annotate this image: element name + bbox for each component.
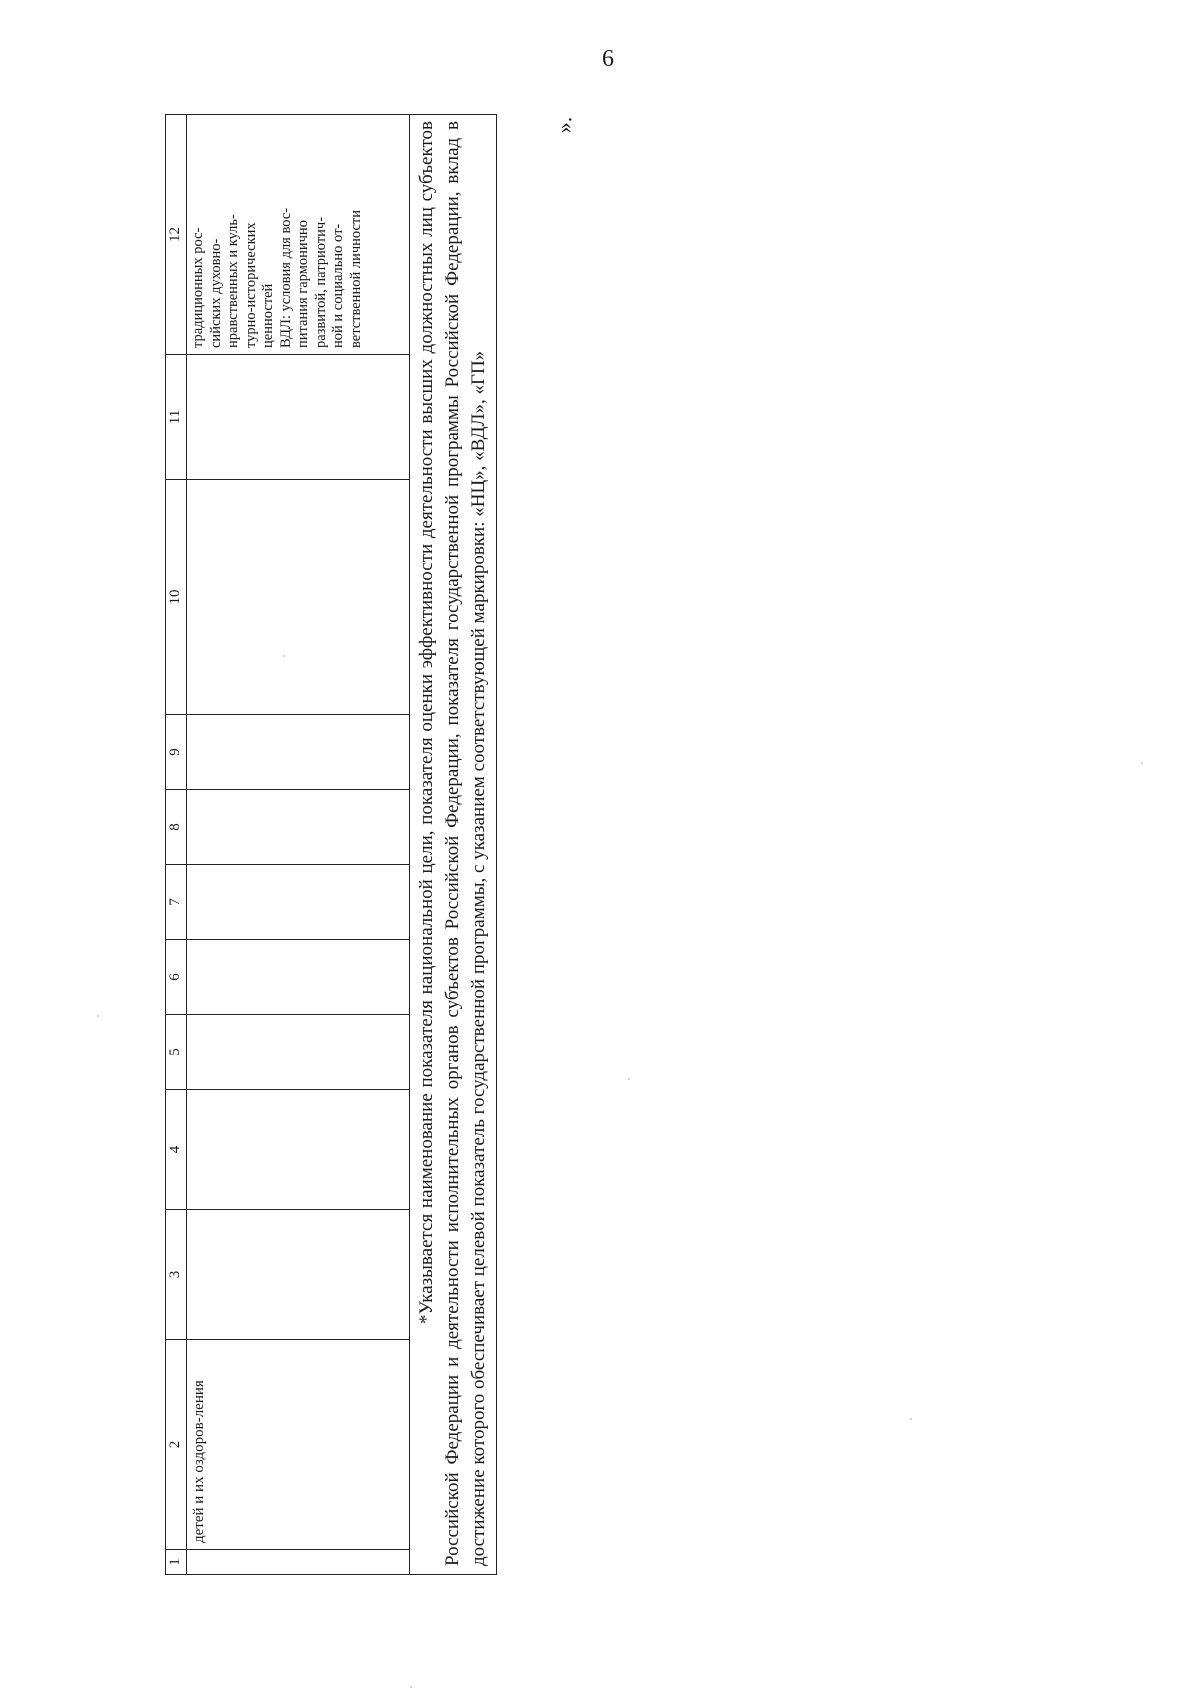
header-cell-1: 1	[166, 1550, 187, 1575]
cell-col11	[187, 355, 410, 480]
cell-col2: детей и их оздоров-ления	[187, 1340, 410, 1550]
col12-line: традиционных рос-	[190, 227, 206, 348]
header-cell-5: 5	[166, 1015, 187, 1090]
header-cell-2: 2	[166, 1340, 187, 1550]
footnote-row	[410, 115, 497, 1575]
cell-col4	[187, 1090, 410, 1210]
col12-line: турно-исторических	[242, 222, 259, 348]
footnote-cell	[410, 115, 497, 1575]
header-cell-9: 9	[166, 715, 187, 790]
header-cell-4: 4	[166, 1090, 187, 1210]
col12-line: питания гармонично	[295, 220, 311, 348]
header-cell-7: 7	[166, 865, 187, 940]
scan-speck	[1141, 762, 1143, 764]
cell-col6	[187, 940, 410, 1015]
col12-line: развитой, патриотич-	[312, 216, 329, 348]
table-row	[187, 115, 410, 1575]
footnote-text: *Указывается наименование показателя национальной цели, показателя оценки эффективности деятельности высших должностных лиц субъектов Российской Федерации и деятельности исполнительных органов субъектов Российской Федерации, показателя государственной программы Российской Федерации, вклад в достижение которого обеспечивает целевой показатель государственной программы, с указанием соответствующей маркировки: «НЦ», «ВДЛ», «ГП»	[416, 121, 489, 1566]
cell-col7	[187, 865, 410, 940]
col12-line: нравственных и куль-	[225, 214, 241, 348]
header-cell-10: 10	[166, 480, 187, 715]
col12-line: ВДЛ: условия для вос-	[277, 207, 294, 348]
cell-col3	[187, 1210, 410, 1340]
col12-line: ветственной личности	[347, 209, 364, 348]
table-header-row	[166, 115, 187, 1575]
header-cell-8: 8	[166, 790, 187, 865]
scan-speck	[410, 1686, 412, 1688]
header-cell-12: 12	[166, 115, 187, 355]
scan-speck	[628, 1078, 630, 1080]
scan-speck	[910, 1418, 912, 1420]
col12-line: ценностей	[260, 283, 276, 348]
rotated-table-block	[165, 115, 545, 1575]
cell-col5	[187, 1015, 410, 1090]
cell-col10	[187, 480, 410, 715]
indicator-table	[165, 114, 497, 1575]
cell-col9	[187, 715, 410, 790]
cell-col1	[187, 1550, 410, 1575]
header-cell-3: 3	[166, 1210, 187, 1340]
cell-col12	[187, 115, 410, 355]
header-cell-6: 6	[166, 940, 187, 1015]
cell-col8	[187, 790, 410, 865]
col12-line: ной и социально от-	[330, 223, 346, 348]
scan-speck	[97, 1015, 99, 1017]
page-number: 6	[602, 46, 614, 72]
scan-speck	[283, 655, 285, 657]
closing-quote-mark: ».	[551, 116, 577, 134]
header-cell-11: 11	[166, 355, 187, 480]
col12-line: сийских духовно-	[207, 238, 224, 348]
